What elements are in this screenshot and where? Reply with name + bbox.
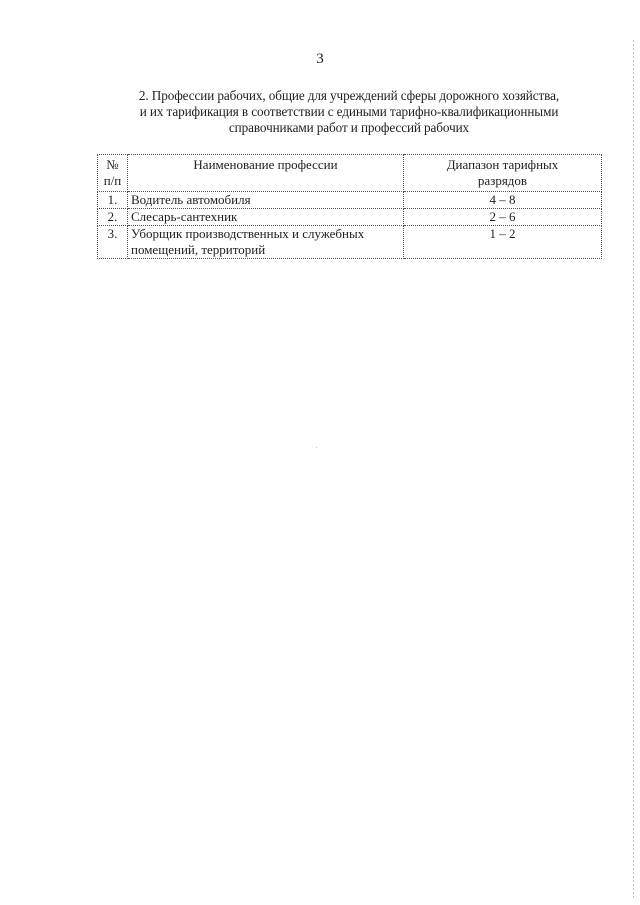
scan-speck — [316, 447, 317, 448]
profession-name-line-1: Уборщик производственных и служебных — [131, 226, 365, 241]
header-number-abbr: п/п — [103, 173, 122, 188]
header-tariff-range-line-2: разрядов — [477, 173, 528, 188]
section-title-line-2: и их тарификация в соответствии с едиными тарифно-квалификационными — [139, 104, 559, 119]
header-number — [98, 155, 128, 192]
row-number: 1. — [98, 192, 128, 209]
section-title-line-3: справочниками работ и профессий рабочих — [228, 120, 470, 135]
scan-edge-line — [633, 40, 634, 900]
row-number: 2. — [98, 209, 128, 226]
tariff-range: 1 – 2 — [404, 226, 602, 259]
profession-name — [128, 226, 404, 259]
profession-name-line-2: помещений, территорий — [131, 242, 266, 257]
section-title — [96, 88, 602, 136]
table-row — [98, 192, 602, 209]
header-tariff-range-line-1: Диапазон тарифных — [446, 157, 559, 172]
professions-table — [97, 154, 602, 259]
table-row — [98, 226, 602, 259]
row-number: 3. — [98, 226, 128, 259]
tariff-range: 2 – 6 — [404, 209, 602, 226]
table-header-row — [98, 155, 602, 192]
profession-name: Слесарь-сантехник — [128, 209, 404, 226]
tariff-range: 4 – 8 — [404, 192, 602, 209]
header-number-symbol: № — [106, 157, 119, 172]
page-number: 3 — [316, 51, 324, 67]
profession-name: Водитель автомобиля — [128, 192, 404, 209]
header-tariff-range — [404, 155, 602, 192]
section-title-line-1: 2. Профессии рабочих, общие для учреждений сферы дорожного хозяйства, — [138, 88, 560, 103]
header-profession-name: Наименование профессии — [128, 155, 404, 192]
table-row — [98, 209, 602, 226]
